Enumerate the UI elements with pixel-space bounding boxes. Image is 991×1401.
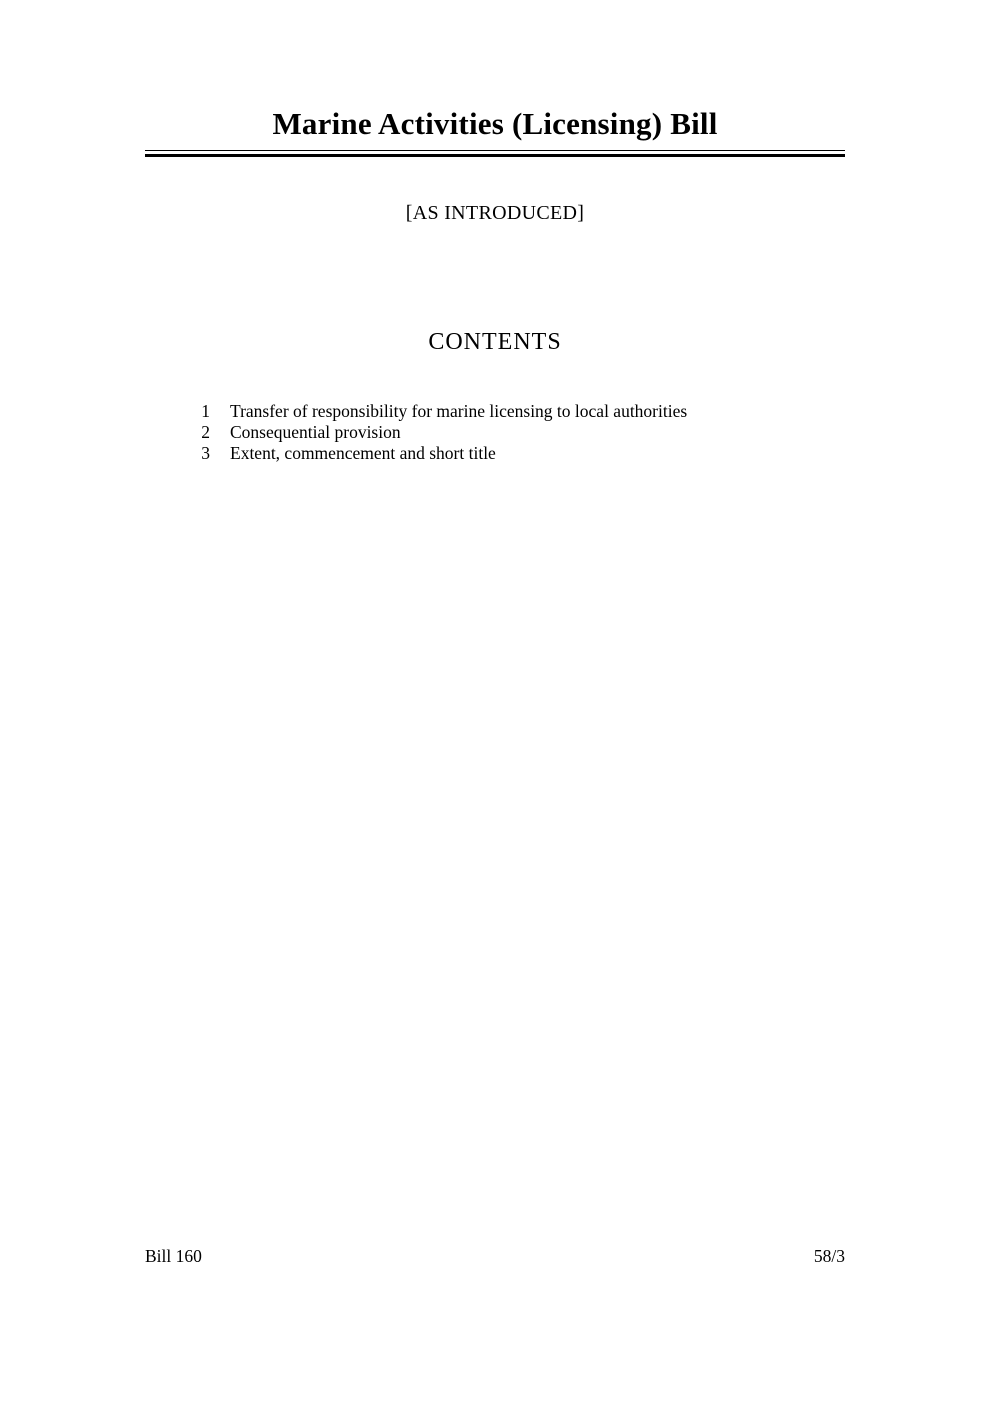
toc-clause-title: Consequential provision [230,422,401,442]
title-double-rule [145,150,845,157]
toc-clause-number: 2 [201,422,210,442]
footer-session-code: 58/3 [813,1246,845,1266]
toc-clause-title: Transfer of responsibility for marine licensing to local authorities [230,401,688,421]
footer-bill-number: Bill 160 [145,1246,202,1266]
toc-clause-number: 3 [201,443,210,463]
stage-note: [AS INTRODUCED] [405,202,585,224]
content-column [145,0,845,1401]
bill-title: Marine Activities (Licensing) Bill [272,106,718,141]
toc-clause-title: Extent, commencement and short title [230,443,496,463]
table-of-contents [145,401,845,464]
toc-row [145,422,845,443]
contents-heading: CONTENTS [428,329,562,355]
toc-clause-number: 1 [201,401,210,421]
toc-row [145,443,845,464]
toc-row [145,401,845,422]
